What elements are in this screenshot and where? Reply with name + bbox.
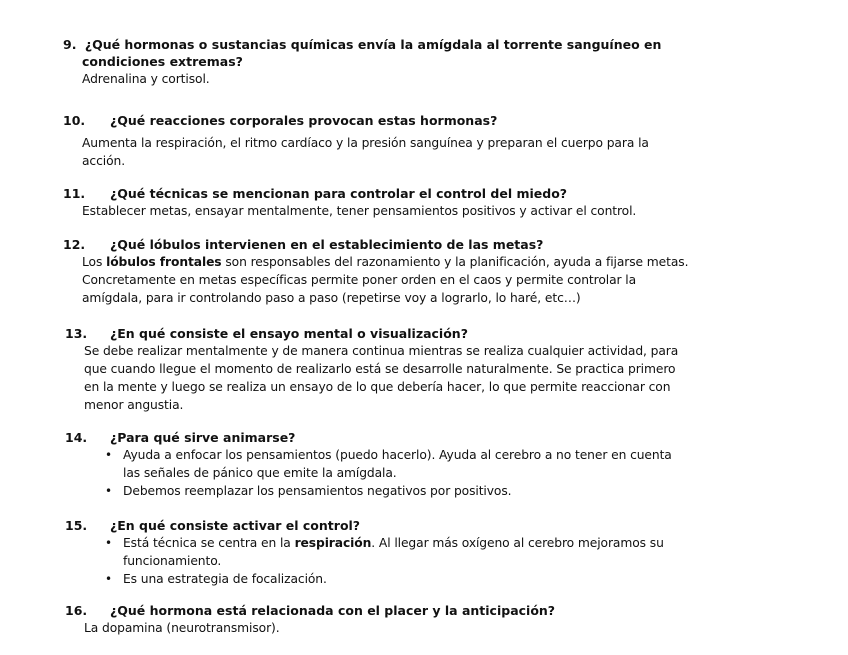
question-text: ¿Qué lóbulos intervienen en el establecimiento de las metas? — [110, 237, 544, 252]
answer-line: Concretamente en metas específicas permite poner orden en el caos y permite controlar la — [82, 273, 637, 287]
question-11 — [63, 185, 636, 220]
list-item — [105, 446, 672, 482]
list-item-emphasis: respiración — [294, 536, 372, 550]
question-13 — [65, 325, 678, 414]
list-item-rest: . Al llegar más oxígeno al cerebro mejoramos su — [371, 536, 664, 550]
question-number: 14. — [65, 430, 88, 445]
bullet-icon: • — [105, 484, 112, 498]
question-text: ¿Qué hormonas o sustancias químicas envía la amígdala al torrente sanguíneo en — [84, 37, 662, 52]
list-item — [105, 534, 664, 570]
list-item-prefix: Está técnica se centra en la — [123, 536, 295, 550]
question-text: ¿Para qué sirve animarse? — [110, 430, 296, 445]
bullet-list — [65, 446, 672, 500]
question-16-heading — [65, 602, 555, 619]
list-item-line: Es una estrategia de focalización. — [123, 572, 327, 586]
question-text: ¿En qué consiste activar el control? — [110, 518, 361, 533]
question-number: 15. — [65, 518, 88, 533]
list-item-line: funcionamiento. — [123, 554, 222, 568]
answer-line: Aumenta la respiración, el ritmo cardíaco y la presión sanguínea y preparan el cuerpo para la — [82, 136, 649, 150]
answer-line: menor angustia. — [84, 398, 184, 412]
answer-line — [82, 253, 688, 271]
answer-text — [65, 342, 678, 414]
answer-line: acción. — [82, 154, 125, 168]
bullet-icon: • — [105, 572, 112, 586]
answer-line: amígdala, para ir controlando paso a paso (repetirse voy a lograrlo, lo haré, etc…) — [82, 291, 581, 305]
answer-line: Se debe realizar mentalmente y de manera continua mientras se realiza cualquier actividad, para — [84, 344, 679, 358]
question-text: ¿Qué hormona está relacionada con el placer y la anticipación? — [110, 603, 556, 618]
bullet-icon: • — [105, 448, 112, 462]
list-item — [105, 482, 672, 500]
answer-text: Establecer metas, ensayar mentalmente, tener pensamientos positivos y activar el control. — [82, 204, 637, 218]
question-number: 9. — [63, 37, 77, 52]
question-number: 16. — [65, 603, 88, 618]
answer-text: La dopamina (neurotransmisor). — [84, 621, 280, 635]
question-number: 10. — [63, 113, 86, 128]
question-16 — [65, 602, 555, 637]
answer-line: que cuando llegue el momento de realizarlo está se desarrolle naturalmente. Se practica primero — [84, 362, 676, 376]
question-text-continued: condiciones extremas? — [82, 54, 243, 69]
question-number: 11. — [63, 186, 86, 201]
bullet-list — [65, 534, 664, 588]
answer-text — [63, 134, 649, 170]
answer-emphasis: lóbulos frontales — [106, 255, 222, 269]
answer-line: en la mente y luego se realiza un ensayo de lo que debería hacer, lo que permite reaccionar con — [84, 380, 671, 394]
answer-text: Adrenalina y cortisol. — [82, 72, 210, 86]
question-10 — [63, 112, 649, 170]
question-10-heading — [63, 112, 649, 129]
question-number: 12. — [63, 237, 86, 252]
question-12 — [63, 236, 688, 307]
question-text: ¿Qué técnicas se mencionan para controlar el control del miedo? — [110, 186, 568, 201]
list-item-line: las señales de pánico que emite la amígdala. — [123, 466, 397, 480]
list-item-line — [123, 534, 664, 552]
bullet-icon: • — [105, 536, 112, 550]
answer-prefix: Los — [82, 255, 107, 269]
answer-rest: son responsables del razonamiento y la planificación, ayuda a fijarse metas. — [221, 255, 689, 269]
question-12-heading — [63, 236, 688, 253]
answer-text — [63, 253, 688, 307]
question-9-heading — [63, 36, 661, 53]
question-15-heading — [65, 517, 664, 534]
question-9 — [63, 36, 661, 88]
list-item-line: Ayuda a enfocar los pensamientos (puedo hacerlo). Ayuda al cerebro a no tener en cuenta — [123, 448, 672, 462]
question-14 — [65, 429, 672, 500]
question-14-heading — [65, 429, 672, 446]
question-text: ¿Qué reacciones corporales provocan estas hormonas? — [110, 113, 498, 128]
question-15 — [65, 517, 664, 588]
question-11-heading — [63, 185, 636, 202]
list-item — [105, 570, 664, 588]
list-item-line: Debemos reemplazar los pensamientos negativos por positivos. — [123, 484, 512, 498]
question-text: ¿En qué consiste el ensayo mental o visualización? — [110, 326, 468, 341]
question-13-heading — [65, 325, 678, 342]
question-number: 13. — [65, 326, 88, 341]
